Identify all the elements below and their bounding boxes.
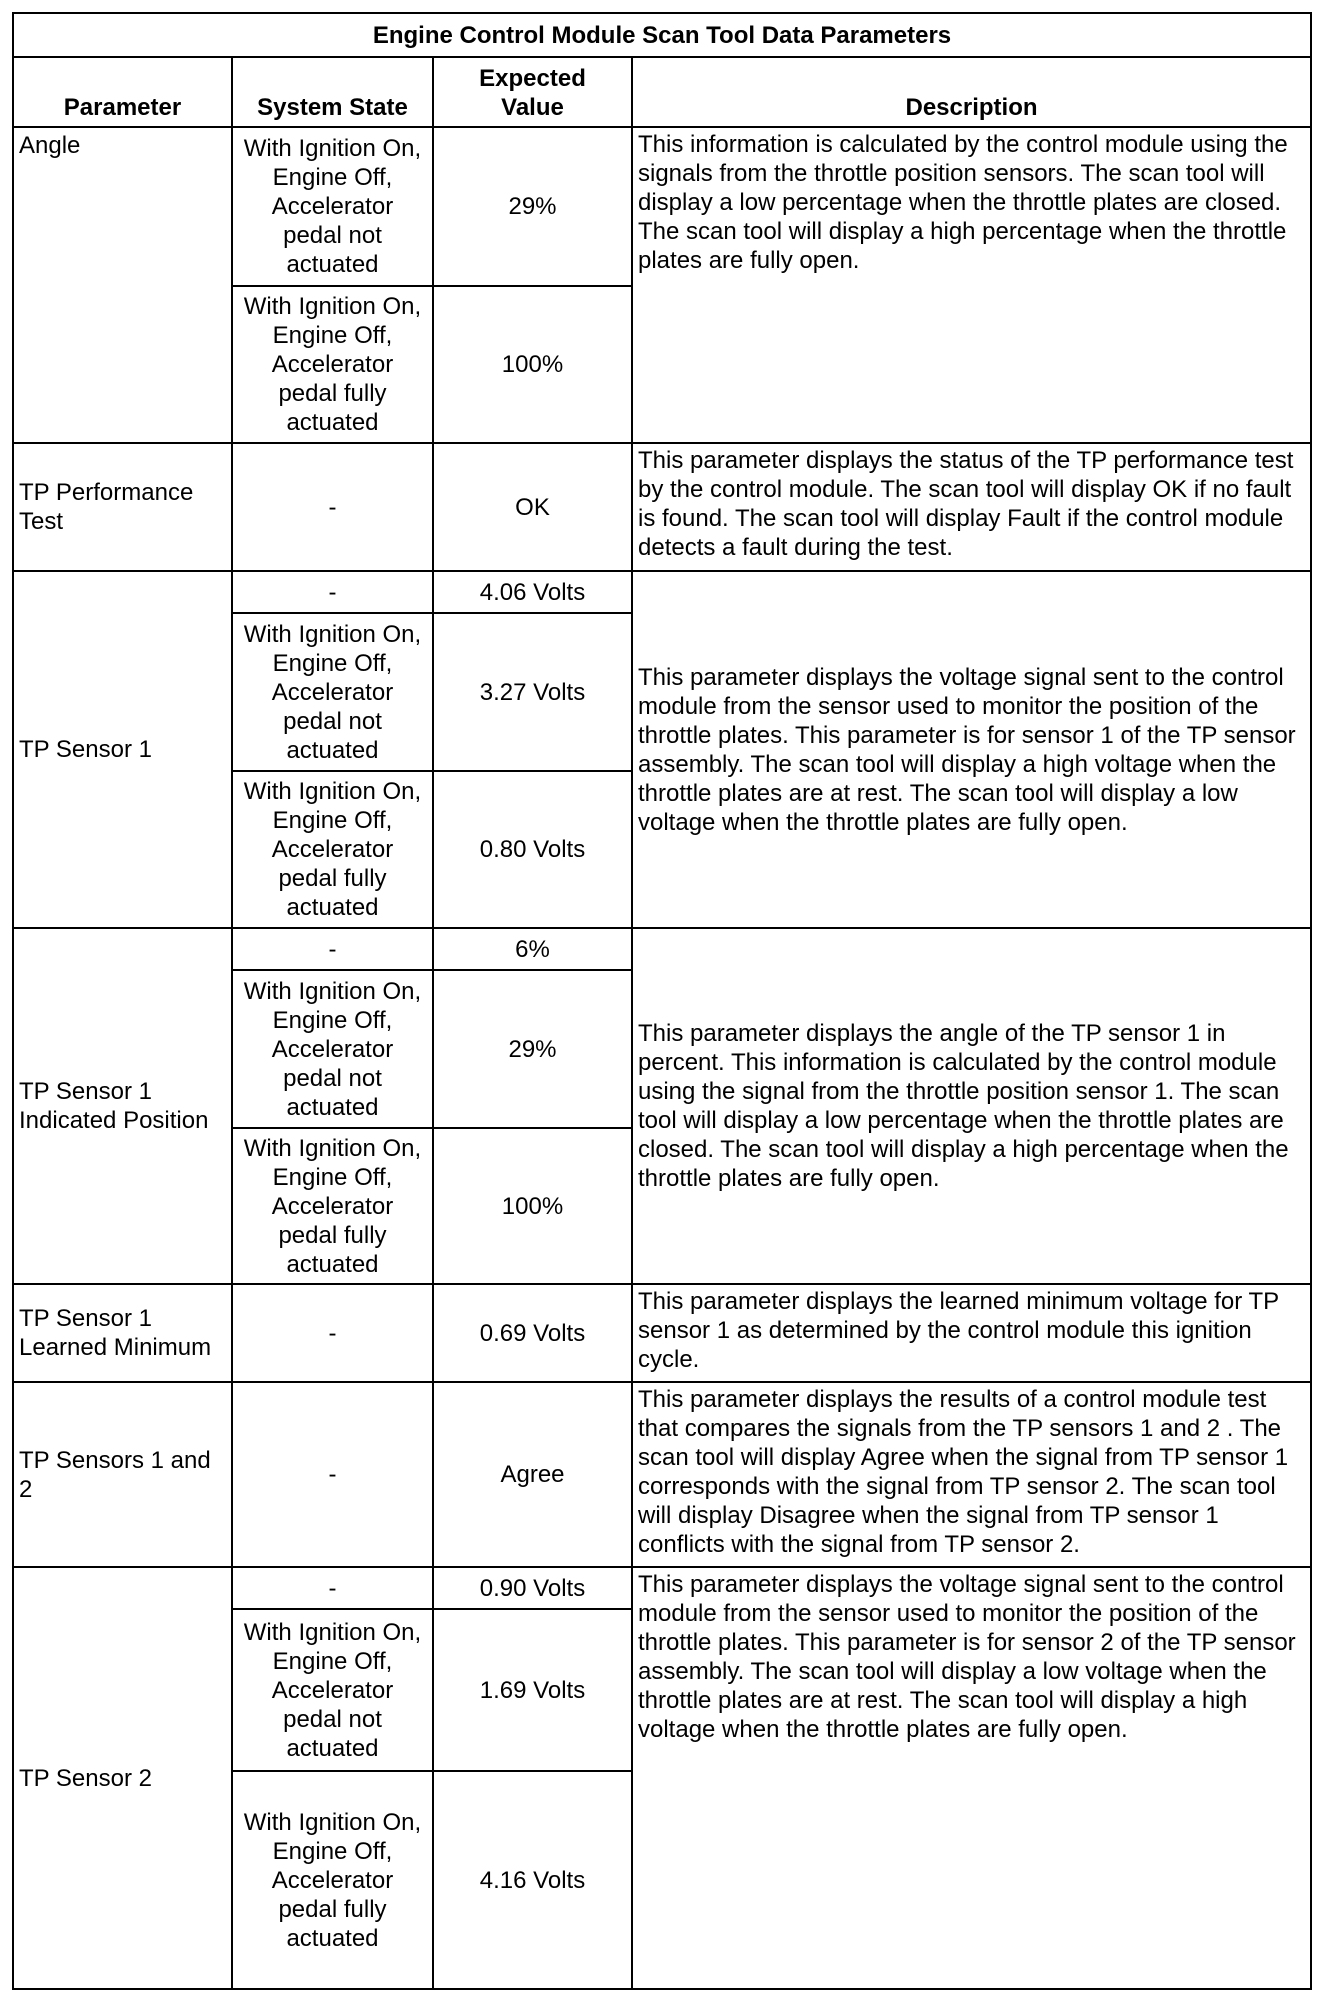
expected-value-cell-text: 0.90 Volts xyxy=(479,1574,586,1602)
parameter-cell-text: TP Sensor 1 Learned Minimum xyxy=(19,1305,212,1361)
system-state-cell-text: - xyxy=(328,578,337,606)
system-state-cell xyxy=(231,285,434,444)
parameter-cell xyxy=(12,927,233,1285)
expected-value-cell-text: 4.16 Volts xyxy=(479,1866,586,1894)
description-cell xyxy=(631,927,1312,1285)
expected-value-cell xyxy=(432,927,633,971)
header-description-text: Description xyxy=(905,94,1038,121)
expected-value-cell-text: 0.80 Volts xyxy=(479,836,586,863)
expected-value-cell xyxy=(432,770,633,929)
system-state-cell xyxy=(231,1566,434,1610)
description-cell xyxy=(631,1283,1312,1383)
table-title xyxy=(12,12,1312,58)
system-state-cell xyxy=(231,126,434,287)
expected-value-cell xyxy=(432,1283,633,1383)
expected-value-cell-text: Agree xyxy=(500,1461,565,1488)
parameter-cell xyxy=(12,442,233,572)
system-state-cell xyxy=(231,927,434,971)
system-state-cell xyxy=(231,770,434,929)
system-state-cell xyxy=(231,1127,434,1285)
system-state-cell-text: With Ignition On, Engine Off, Accelerator pedal fully actuated xyxy=(243,1134,422,1278)
parameter-cell xyxy=(12,1381,233,1568)
parameter-cell xyxy=(12,126,233,444)
expected-value-cell xyxy=(432,969,633,1129)
parameter-cell-text: Angle xyxy=(19,132,81,159)
table-title-text: Engine Control Module Scan Tool Data Parameters xyxy=(372,21,952,49)
description-cell-text: This parameter displays the angle of the TP sensor 1 in percent. This information is calculated by the control module using the signal from the throttle position sensor 1. The scan tool will display a low percentage when the throttle plates are closed. The scan tool will display a high percentage when the throttle plates are fully open. xyxy=(638,1020,1296,1192)
header-expected-value xyxy=(432,56,633,128)
system-state-cell-text: With Ignition On, Engine Off, Accelerator pedal not actuated xyxy=(243,1618,422,1762)
parameter-cell-text: TP Sensor 2 xyxy=(19,1764,152,1792)
header-system-state-text: System State xyxy=(257,94,408,121)
system-state-cell-text: With Ignition On, Engine Off, Accelerator pedal fully actuated xyxy=(243,1808,422,1952)
expected-value-cell-text: 100% xyxy=(501,1192,564,1220)
description-cell-text: This parameter displays the voltage signal sent to the control module from the sensor used to monitor the position of the throttle plates. This parameter is for sensor 2 of the TP sensor assembly. The scan tool will display a low voltage when the throttle plates are at rest. The scan tool will display a high voltage when the throttle plates are fully open. xyxy=(638,1571,1303,1743)
description-cell xyxy=(631,442,1312,572)
description-cell-text: This parameter displays the voltage signal sent to the control module from the sensor used to monitor the position of the throttle plates. This parameter is for sensor 1 of the TP sensor assembly. The scan tool will display a high voltage when the throttle plates are at rest. The scan tool will display a low voltage when the throttle plates are fully open. xyxy=(638,663,1303,836)
expected-value-cell-text: 0.69 Volts xyxy=(479,1319,586,1347)
system-state-cell xyxy=(231,442,434,572)
expected-value-cell xyxy=(432,1770,633,1990)
system-state-cell-text: - xyxy=(328,935,337,963)
system-state-cell xyxy=(231,612,434,772)
parameter-cell xyxy=(12,1283,233,1383)
expected-value-cell xyxy=(432,1127,633,1285)
system-state-cell-text: With Ignition On, Engine Off, Accelerator pedal not actuated xyxy=(243,977,422,1121)
description-cell xyxy=(631,126,1312,444)
system-state-cell-text: With Ignition On, Engine Off, Accelerator pedal fully actuated xyxy=(243,778,422,921)
system-state-cell-text: With Ignition On, Engine Off, Accelerator pedal not actuated xyxy=(243,620,422,764)
description-cell-text: This parameter displays the learned minimum voltage for TP sensor 1 as determined by the control module this ignition cycle. xyxy=(638,1288,1286,1373)
header-system-state xyxy=(231,56,434,128)
expected-value-cell-text: 4.06 Volts xyxy=(479,578,586,606)
system-state-cell xyxy=(231,1283,434,1383)
system-state-cell-text: - xyxy=(328,1574,337,1602)
description-cell xyxy=(631,570,1312,929)
description-cell-text: This information is calculated by the control module using the signals from the throttle position sensors. The scan tool will display a low percentage when the throttle plates are closed. The scan tool will display a high percentage when the throttle plates are fully open. xyxy=(638,131,1295,274)
system-state-cell xyxy=(231,1608,434,1772)
expected-value-cell xyxy=(432,612,633,772)
system-state-cell xyxy=(231,1381,434,1568)
description-cell xyxy=(631,1566,1312,1990)
system-state-cell-text: - xyxy=(328,1319,337,1347)
expected-value-cell-text: 29% xyxy=(508,1035,557,1063)
system-state-cell xyxy=(231,1770,434,1990)
parameter-cell xyxy=(12,1566,233,1990)
parameter-cell-text: TP Sensors 1 and 2 xyxy=(19,1446,211,1503)
header-description xyxy=(631,56,1312,128)
system-state-cell-text: - xyxy=(328,493,337,521)
system-state-cell-text: With Ignition On, Engine Off, Accelerator pedal not actuated xyxy=(243,135,422,278)
expected-value-cell xyxy=(432,1381,633,1568)
expected-value-cell-text: 3.27 Volts xyxy=(479,678,586,706)
expected-value-cell-text: 1.69 Volts xyxy=(479,1676,586,1704)
expected-value-cell xyxy=(432,126,633,287)
parameter-cell-text: TP Performance Test xyxy=(19,479,194,535)
description-cell-text: This parameter displays the status of the TP performance test by the control module. The scan tool will display OK if no fault is found. The scan tool will display Fault if the control module detects a fault during the test. xyxy=(638,447,1301,561)
expected-value-cell-text: OK xyxy=(515,493,550,521)
system-state-cell-text: With Ignition On, Engine Off, Accelerator pedal fully actuated xyxy=(243,293,422,436)
parameter-cell-text: TP Sensor 1 xyxy=(19,736,152,763)
expected-value-cell-text: 6% xyxy=(515,935,550,963)
system-state-cell xyxy=(231,570,434,614)
expected-value-cell-text: 100% xyxy=(501,351,564,378)
expected-value-cell xyxy=(432,285,633,444)
description-cell-text: This parameter displays the results of a control module test that compares the signals from the TP sensors 1 and 2 . The scan tool will display Agree when the signal from TP sensor 1 corresponds with the signal from TP sensor 2. The scan tool will display Disagree when the signal from TP sensor 1 conflicts with the signal from TP sensor 2. xyxy=(638,1386,1295,1558)
header-expected-value-text: Expected Value xyxy=(479,65,586,121)
header-parameter xyxy=(12,56,233,128)
expected-value-cell xyxy=(432,442,633,572)
expected-value-cell xyxy=(432,1566,633,1610)
system-state-cell-text: - xyxy=(328,1461,337,1488)
system-state-cell xyxy=(231,969,434,1129)
parameter-cell-text: TP Sensor 1 Indicated Position xyxy=(19,1078,209,1134)
header-parameter-text: Parameter xyxy=(63,94,182,121)
description-cell xyxy=(631,1381,1312,1568)
expected-value-cell-text: 29% xyxy=(508,193,557,220)
expected-value-cell xyxy=(432,1608,633,1772)
expected-value-cell xyxy=(432,570,633,614)
parameter-cell xyxy=(12,570,233,929)
